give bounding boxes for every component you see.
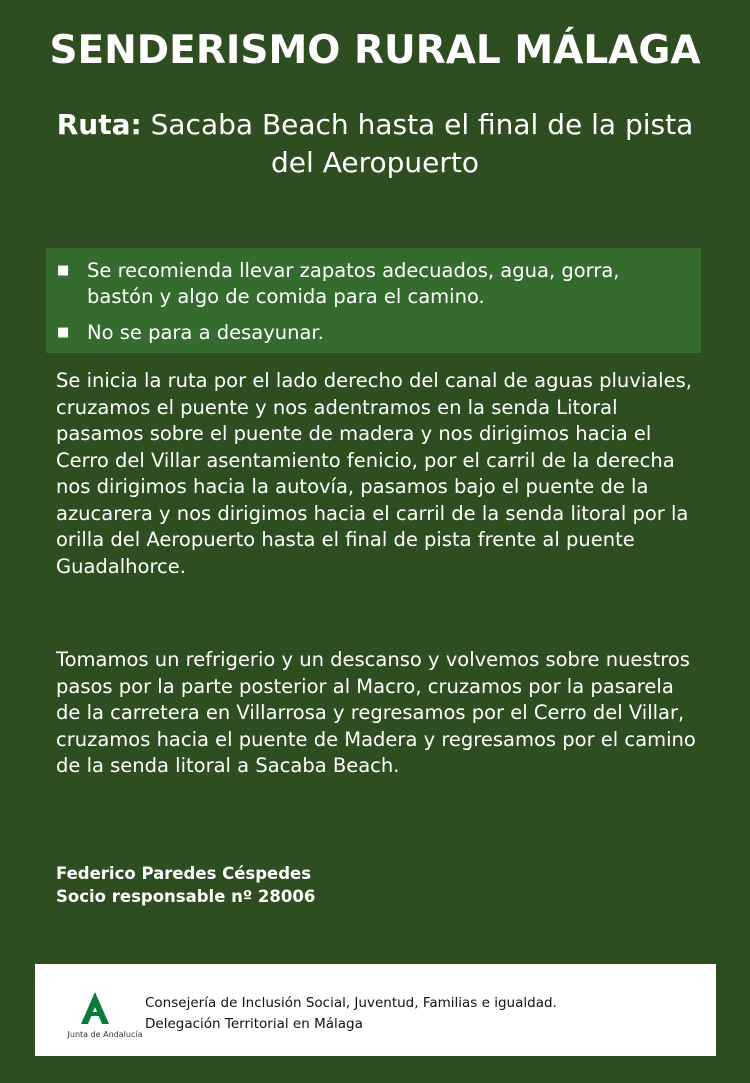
bullet-icon: ■	[57, 263, 70, 278]
footer-text	[145, 993, 557, 1035]
route-heading	[40, 106, 710, 182]
route-label: Ruta:	[56, 108, 142, 141]
page-title: SENDERISMO RURAL MÁLAGA	[49, 28, 701, 73]
signature-name: Federico Paredes Céspedes	[56, 864, 312, 883]
recommendation-text: Se recomienda llevar zapatos adecuados, agua, gorra, bastón y algo de comida para el camino.	[87, 259, 620, 308]
logo-a-icon	[55, 988, 135, 1028]
signature-role: Socio responsable nº 28006	[56, 887, 316, 906]
paragraph: Tomamos un refrigerio y un descanso y volvemos sobre nuestros pasos por la parte posterior al Macro, cruzamos por la pasarela de la carretera en Villarrosa y regresamos por el Cerro del Villar, cruzamos hacia el puente de Madera y regresamos por el camino de la senda litoral a Sacaba Beach.	[56, 648, 696, 777]
bullet-icon: ■	[57, 325, 70, 340]
footer-banner	[35, 964, 716, 1056]
recommendations-box	[46, 248, 701, 353]
paragraph: Se inicia la ruta por el lado derecho del canal de aguas pluviales, cruzamos el puente y nos adentramos en la senda Litoral pasamos sobre el puente de madera y nos dirigimos hacia el Cerro del Villar asentamiento fenicio, por el carril de la derecha nos dirigimos hacia la autovía, pasamos bajo el puente de la azucarera y nos dirigimos hacia el carril de la senda litoral por la orilla del Aeropuerto hasta el final de pista frente al puente Guadalhorce.	[56, 369, 692, 578]
footer-line-delegacion: Delegación Territorial en Málaga	[145, 1016, 363, 1032]
junta-de-andalucia-logo-icon	[55, 988, 143, 1044]
recommendation-text: No se para a desayunar.	[87, 321, 324, 344]
logo-text: Junta de Andalucía	[67, 1030, 143, 1039]
route-text: Sacaba Beach hasta el final de la pista del Aeropuerto	[150, 108, 694, 179]
footer-line-consejeria: Consejería de Inclusión Social, Juventud, Familias e igualdad.	[145, 995, 557, 1011]
signature-block	[56, 862, 315, 908]
